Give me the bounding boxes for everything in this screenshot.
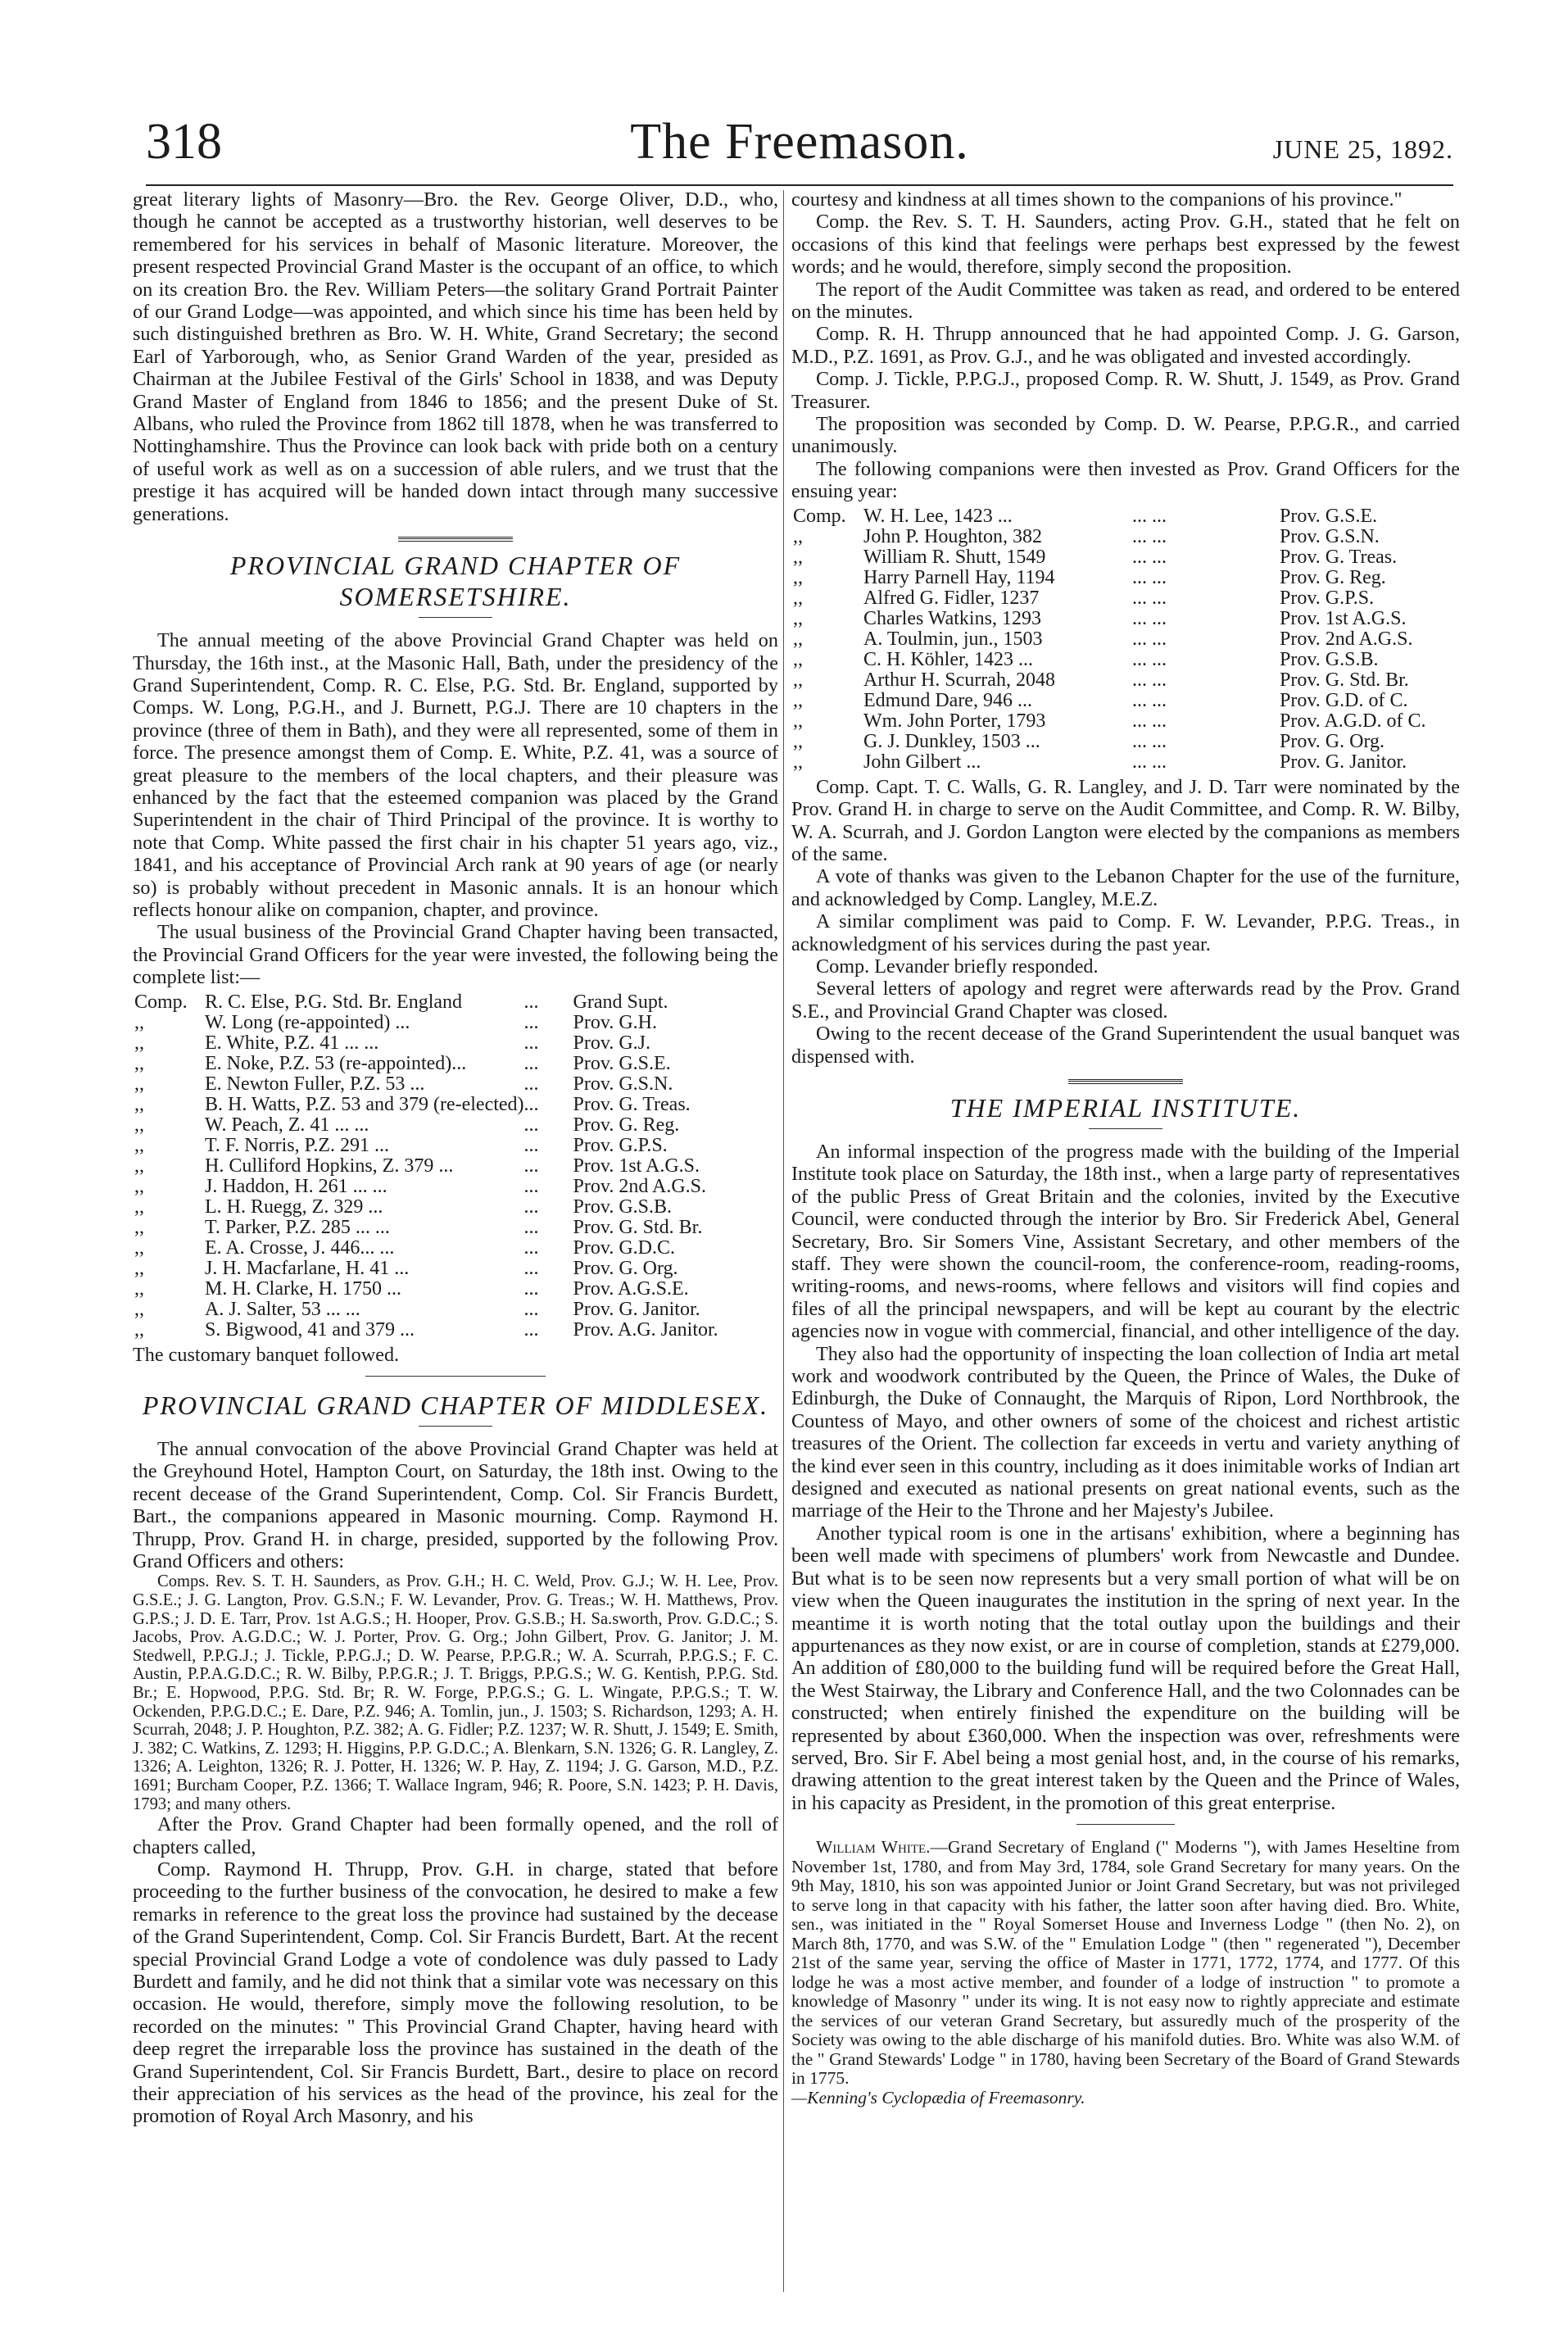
masthead xyxy=(146,116,1453,182)
officer-dots: ... ... xyxy=(1132,525,1167,547)
officer-dots: ... ... xyxy=(1132,505,1167,527)
officer-prefix: ,, xyxy=(793,669,803,691)
officer-name: Harry Parnell Hay, 1194 xyxy=(863,566,1055,588)
officer-prefix: ,, xyxy=(793,525,803,547)
officer-office: Prov. G.H. xyxy=(573,1011,657,1033)
officer-prefix: ,, xyxy=(134,1298,144,1320)
paragraph: The annual meeting of the above Provincial Grand Chapter was held on Thursday, the 16th inst., at the Masonic Hall, Bath, under the presidency of the Grand Superintendent, Comp. R. C. Else, P.G. Std. Br. England, supported by Comps. W. Long, P.G.H., and J. Burnett, P.G.J. There are 10 chapters in the province (three of them in Bath), and they were all represented, some of them in force. The presence amongst them of Comp. E. White, P.Z. 41, was a source of great pleasure to the members of the local chapters, and their pleasure was enhanced by the fact that the esteemed companion was placed by the Grand Superintendent in the chair of Third Principal of the province. It is worthy to note that Comp. White passed the first chair in his chapter 51 years ago, viz., 1841, and his acceptance of Provincial Arch rank at 90 years of age (or nearly so) is probably without precedent in Masonic annals. It is an honour which reflects honour alike on companion, chapter, and province. xyxy=(133,629,778,921)
officer-office: Prov. G.J. xyxy=(573,1032,650,1054)
officer-row xyxy=(793,506,1425,527)
officer-name: J. Haddon, H. 261 ... ... xyxy=(205,1175,387,1197)
officer-row xyxy=(793,568,1425,588)
officer-dots: ... ... xyxy=(1132,628,1167,650)
officer-name: E. Newton Fuller, P.Z. 53 ... xyxy=(205,1073,425,1095)
officer-office: Prov. G.S.E. xyxy=(573,1052,671,1074)
paragraph: After the Prov. Grand Chapter had been formally opened, and the roll of chapters called, xyxy=(133,1813,778,1858)
officers-table-somerset xyxy=(134,992,718,1341)
officer-row xyxy=(134,1259,718,1279)
paragraph: The usual business of the Provincial Grand Chapter having been transacted, the Provincial Grand Officers for the year were invested, the following being the complete list:— xyxy=(133,921,778,989)
officer-prefix: ,, xyxy=(793,751,803,773)
officer-name: L. H. Ruegg, Z. 329 ... xyxy=(205,1195,383,1218)
officer-prefix: ,, xyxy=(134,1216,144,1238)
officer-dots: ... xyxy=(523,1175,539,1197)
section-rule xyxy=(398,537,513,542)
officer-dots: ... xyxy=(523,991,539,1013)
officer-name: R. C. Else, P.G. Std. Br. England xyxy=(205,991,463,1013)
officer-row xyxy=(793,588,1425,609)
section-heading-middlesex: PROVINCIAL GRAND CHAPTER OF MIDDLESEX. xyxy=(142,1391,769,1420)
officer-row xyxy=(793,711,1425,732)
masthead-rule xyxy=(146,184,1453,186)
officer-prefix: ,, xyxy=(134,1114,144,1136)
officer-dots: ... xyxy=(523,1155,539,1177)
officer-prefix: ,, xyxy=(793,587,803,609)
officer-name: J. H. Macfarlane, H. 41 ... xyxy=(205,1257,410,1279)
footnote-william-white xyxy=(791,1838,1460,2089)
officer-name: S. Bigwood, 41 and 379 ... xyxy=(205,1318,415,1341)
paragraph: A similar compliment was paid to Comp. F. W. Levander, P.P.G. Treas., in acknowledgment of his services during the past year. xyxy=(791,910,1460,955)
section-heading-imperial-institute: THE IMPERIAL INSTITUTE. xyxy=(949,1092,1302,1123)
officer-row xyxy=(793,670,1425,691)
officer-dots: ... xyxy=(523,1257,539,1279)
officer-office: Prov. G.D. of C. xyxy=(1280,689,1408,711)
officer-dots: ... xyxy=(523,1114,539,1136)
officer-name: M. H. Clarke, H. 1750 ... xyxy=(205,1277,401,1300)
paragraph: The annual convocation of the above Provincial Grand Chapter was held at the Greyhound Hotel, Hampton Court, on Saturday, the 18th inst. Owing to the recent decease of the Grand Superintendent, Comp. Col. Sir Francis Burdett, Bart., the companions appeared in Masonic mourning. Comp. Raymond H. Thrupp, Prov. Grand H. in charge, presided, supported by the following Prov. Grand Officers and others: xyxy=(133,1438,778,1573)
officer-name: G. J. Dunkley, 1503 ... xyxy=(863,730,1040,752)
officer-row xyxy=(793,691,1425,711)
officer-dots: ... xyxy=(523,1298,539,1320)
section-heading-somersetshire: PROVINCIAL GRAND CHAPTER OF SOMERSETSHIRE. xyxy=(229,551,682,612)
officer-office: Prov. G. Janitor. xyxy=(1280,751,1407,773)
officer-row xyxy=(134,1279,718,1300)
officer-office: Prov. G. Treas. xyxy=(573,1093,691,1115)
paragraph: The report of the Audit Committee was taken as read, and ordered to be entered on the minutes. xyxy=(791,278,1460,324)
officer-office: Prov. G.S.B. xyxy=(1280,648,1379,670)
officer-name: Wm. John Porter, 1793 xyxy=(863,710,1046,732)
officer-dots: ... ... xyxy=(1132,751,1167,773)
paragraph: Comp. the Rev. S. T. H. Saunders, acting Prov. G.H., stated that he felt on occasions of this kind that feelings were perhaps best expressed by the fewest words; and he would, therefore, simply second the proposition. xyxy=(791,211,1460,279)
officer-dots: ... xyxy=(523,1093,539,1115)
officer-dots: ... xyxy=(523,1195,539,1218)
paragraph: courtesy and kindness at all times shown to the companions of his province." xyxy=(791,188,1403,211)
officer-name: E. Noke, P.Z. 53 (re-appointed)... xyxy=(205,1052,467,1074)
heading-rule xyxy=(1089,1128,1162,1129)
officer-row xyxy=(134,1300,718,1320)
officer-row xyxy=(134,1136,718,1156)
officer-office: Prov. 1st A.G.S. xyxy=(1280,607,1407,629)
officer-name: C. H. Köhler, 1423 ... xyxy=(863,648,1034,670)
officer-row xyxy=(793,732,1425,752)
paragraph: Comp. Raymond H. Thrupp, Prov. G.H. in charge, stated that before proceeding to the further business of the convocation, he desired to make a few remarks in reference to the great loss the province had sustained by the decease of the Grand Superintendent, Comp. Col. Sir Francis Burdett, Bart. At the recent special Provincial Grand Lodge a vote of condolence was duly passed to Lady Burdett and family, and he did not think that a similar vote was necessary on this occasion. He would, therefore, simply move the following resolution, to be recorded on the minutes: " This Provincial Grand Chapter, having heard with deep regret the irreparable loss the province has sustained in the death of the Grand Superintendent, Col. Sir Francis Burdett, Bart., desire to place on record their appreciation of his services as the head of the province, his zeal for the promotion of Royal Arch Masonry, and his xyxy=(133,1858,778,2128)
officer-prefix: Comp. xyxy=(134,991,188,1013)
paragraph: The customary banquet followed. xyxy=(133,1343,400,1366)
officer-row xyxy=(793,527,1425,547)
officer-prefix: ,, xyxy=(793,628,803,650)
officer-prefix: ,, xyxy=(134,1052,144,1074)
officer-dots: ... xyxy=(523,1073,539,1095)
officer-dots: ... xyxy=(523,1318,539,1341)
officer-dots: ... ... xyxy=(1132,710,1167,732)
officer-office: Prov. G. Reg. xyxy=(1280,566,1386,588)
officer-dots: ... xyxy=(523,1216,539,1238)
officer-office: Prov. G.D.C. xyxy=(573,1236,675,1259)
section-rule xyxy=(1076,1824,1175,1825)
officer-name: John Gilbert ... xyxy=(863,751,981,773)
paragraph: An informal inspection of the progress made with the building of the Imperial Institute took place on Saturday, the 18th inst., when a large party of representatives of the public Press of Great Britain and the colonies, invited by the Executive Council, were conducted through the interior by Bro. Sir Frederick Abel, General Secretary, Bro. Sir Somers Vine, Assistant Secretary, and other members of the staff. They were shown the council-room, the conference-room, reading-rooms, writing-rooms, and news-rooms, where fellows and visitors will find copies and files of all the principal newspapers, and will be kept au courant by the electric agencies now in vogue with commercial, financial, and other intelligence of the day. xyxy=(791,1140,1460,1343)
officer-prefix: ,, xyxy=(134,1175,144,1197)
officer-office: Prov. A.G.D. of C. xyxy=(1280,710,1426,732)
officer-office: Prov. 1st A.G.S. xyxy=(573,1155,700,1177)
paragraph: Comp. R. H. Thrupp announced that he had appointed Comp. J. G. Garson, M.D., P.Z. 1691, as Prov. G.J., and he was obligated and invested accordingly. xyxy=(791,323,1460,368)
officer-prefix: Comp. xyxy=(793,505,846,527)
officer-name: Alfred G. Fidler, 1237 xyxy=(863,587,1040,609)
officer-row xyxy=(134,1177,718,1197)
paragraph: They also had the opportunity of inspecting the loan collection of India art metal work and woodwork contributed by the Queen, the Prince of Wales, the Duke of Edinburgh, the Duke of Connaught, the Marquis of Ripon, Lord Northbrook, the Countess of Mayo, and other owners of some of the choicest and richest artistic treasures of the Orient. The collection far exceeds in vertu and variety anything of the kind ever seen in this country, including as it does inimitable works of Indian art designed and executed as national presents on great national events, such as the marriage of the Heir to the Throne and her Majesty's Jubilee. xyxy=(791,1342,1460,1522)
heading-rule xyxy=(419,617,492,618)
footnote-body: —Grand Secretary of England (" Moderns "), with James Heseltine from November 1st, 1780, and from May 3rd, 1784, sole Grand Secretary for many years. On the 9th May, 1810, his son was appointed Junior or Joint Grand Secretary, but was not privileged to serve long in that capacity with his father, the latter soon after having died. Bro. White, sen., was initiated in the " Royal Somerset House and Inverness Lodge " (then No. 2), on March 8th, 1770, and was S.W. of the " Emulation Lodge " (then " regenerated "), December 21st of the same year, serving the office of Master in 1771, 1772, 1774, and 1777. Of this lodge he was a most active member, and founder of a lodge of instruction " to promote a knowledge of Masonry " under its wing. It is not easy now to rightly appreciate and estimate the services of our veteran Grand Secretary, but assuredly much of the prosperity of the Society was owing to the able discharge of his manifold duties. Bro. White was also W.M. of the " Grand Stewards' Lodge " in 1780, having been Secretary of the Board of Grand Stewards in 1775. xyxy=(791,1837,1460,2089)
issue-date: JUNE 25, 1892. xyxy=(1272,134,1453,164)
section-rule xyxy=(365,1376,546,1377)
officer-dots: ... ... xyxy=(1132,546,1167,568)
officer-prefix: ,, xyxy=(793,648,803,670)
officers-table-middlesex xyxy=(793,506,1425,773)
officer-prefix: ,, xyxy=(793,607,803,629)
officer-name: A. J. Salter, 53 ... ... xyxy=(205,1298,360,1320)
officer-dots: ... ... xyxy=(1132,669,1167,691)
officer-dots: ... ... xyxy=(1132,566,1167,588)
officer-office: Prov. G.S.E. xyxy=(1280,505,1378,527)
section-rule xyxy=(1068,1079,1183,1084)
officer-row xyxy=(793,547,1425,568)
officer-name: E. White, P.Z. 41 ... ... xyxy=(205,1032,379,1054)
officer-dots: ... ... xyxy=(1132,648,1167,670)
officer-row xyxy=(134,1197,718,1218)
heading-rule xyxy=(419,1426,492,1427)
officer-row xyxy=(134,1054,718,1074)
column-divider xyxy=(783,190,784,2292)
officer-name: W. H. Lee, 1423 ... xyxy=(863,505,1013,527)
officer-dots: ... ... xyxy=(1132,587,1167,609)
officer-office: Prov. G. Janitor. xyxy=(573,1298,700,1320)
paragraph: Comp. Levander briefly responded. xyxy=(816,955,1099,978)
attendance-list: Comps. Rev. S. T. H. Saunders, as Prov. G.H.; H. C. Weld, Prov. G.J.; W. H. Lee, Prov. G.S.E.; J. G. Langton, Prov. G.S.N.; F. W. Levander, Prov. G. Treas.; W. H. Matthews, Prov. G.P.S.; J. D. E. Tarr, Prov. 1st A.G.S.; H. Hooper, Prov. G.S.B.; H. Sa.sworth, Prov. G.D.C.; S. Jacobs, Prov. A.G.D.C.; W. J. Porter, Prov. G. Org.; John Gilbert, Prov. G. Janitor; J. M. Stedwell, P.P.G.J.; J. Tickle, P.P.G.J.; D. W. Pearse, P.P.G.R.; W. A. Scurrah, P.P.G.S.; F. C. Austin, P.P.A.G.D.C.; R. W. Bilby, P.P.G.R.; J. T. Briggs, P.P.G.S.; W. G. Kentish, P.P.G. Std. Br.; E. Hopwood, P.P.G. Std. Br; R. W. Forge, P.P.G.S.; G. L. Wingate, P.P.G.S.; T. W. Ockenden, P.P.G.D.C.; E. Dare, P.Z. 946; A. Tomlin, jun., J. 1503; S. Richardson, 1293; A. H. Scurrah, 2048; J. P. Houghton, P.Z. 382; A. G. Fidler; P.Z. 1237; W. R. Shutt, J. 1549; E. Smith, J. 382; C. Watkins, Z. 1293; H. Higgins, P.P. G.D.C.; A. Blenkarn, S.N. 1326; G. R. Langley, Z. 1326; A. Leighton, 1326; R. J. Potter, H. 1326; W. P. Hay, Z. 1194; J. G. Garson, M.D., P.Z. 1691; Burcham Cooper, P.Z. 1366; T. Wallace Ingram, 946; R. Poore, S.N. 1423; P. H. Davis, 1793; and many others. xyxy=(133,1572,778,1813)
paragraph: Another typical room is one in the artisans' exhibition, where a beginning has been well made with specimens of plumbers' work from Newcastle and Dundee. But what is to be seen now represents but a very small portion of what will be on view when the Queen inaugurates the institution in the spring of next year. In the meantime it is worth noting that the total outlay upon the buildings and their appurtenances as they now exist, or are in course of completion, stands at £279,000. An addition of £80,000 to the building fund will be required before the Great Hall, the West Stairway, the Library and Conference Hall, and the two Colonnades can be constructed; when entirely finished the expenditure on the building will be represented by about £360,000. When the inspection was over, refreshments were served, Bro. Sir F. Abel being a most genial host, and, in the course of his remarks, drawing attention to the great interest taken by the Queen and the Prince of Wales, in his capacity as President, in the promotion of this great enterprise. xyxy=(791,1522,1460,1814)
officer-office: Prov. G.P.S. xyxy=(1280,587,1375,609)
officer-office: Prov. A.G.S.E. xyxy=(573,1277,689,1300)
officer-name: W. Peach, Z. 41 ... ... xyxy=(205,1114,369,1136)
officer-office: Prov. G.S.N. xyxy=(1280,525,1380,547)
officer-name: William R. Shutt, 1549 xyxy=(863,546,1046,568)
officer-row xyxy=(134,1095,718,1115)
officer-prefix: ,, xyxy=(793,710,803,732)
officer-prefix: ,, xyxy=(793,689,803,711)
newspaper-title: The Freemason. xyxy=(630,114,969,170)
officer-name: Arthur H. Scurrah, 2048 xyxy=(863,669,1055,691)
footnote-name: William White. xyxy=(816,1837,931,1858)
officer-row xyxy=(793,609,1425,629)
officer-name: Charles Watkins, 1293 xyxy=(863,607,1041,629)
officer-prefix: ,, xyxy=(793,730,803,752)
officer-row xyxy=(134,1238,718,1259)
officer-row xyxy=(134,992,718,1013)
officer-name: T. Parker, P.Z. 285 ... ... xyxy=(205,1216,390,1238)
paragraph: great literary lights of Masonry—Bro. the Rev. George Oliver, D.D., who, though he cannot be accepted as a trustworthy historian, well deserves to be remembered for his services in behalf of Masonic literature. Moreover, the present respected Provincial Grand Master is the occupant of an office, to which on its creation Bro. the Rev. William Peters—the solitary Grand Portrait Painter of our Grand Lodge—was appointed, and which since his time has been held by such distinguished brethren as Bro. W. H. White, Grand Secretary; the second Earl of Yarborough, who, as Senior Grand Warden of the year, presided as Chairman at the Jubilee Festival of the Girls' School in 1838, and was Deputy Grand Master of England from 1846 to 1856; and the present Duke of St. Albans, who ruled the Province from 1862 till 1878, when he was transferred to Nottinghamshire. Thus the Province can look back with pride both on a century of useful work as well as on a succession of able rulers, and we trust that the prestige it has acquired will be handed down intact through many successive generations. xyxy=(133,188,778,525)
officer-name: T. F. Norris, P.Z. 291 ... xyxy=(205,1134,389,1156)
officer-office: Prov. G.S.N. xyxy=(573,1073,673,1095)
officer-office: Grand Supt. xyxy=(573,991,668,1013)
officer-dots: ... xyxy=(523,1032,539,1054)
footnote-source: —Kenning's Cyclopædia of Freemasonry. xyxy=(791,2087,1085,2107)
officer-dots: ... xyxy=(523,1277,539,1300)
officer-row xyxy=(134,1074,718,1095)
officer-prefix: ,, xyxy=(134,1073,144,1095)
officer-name: B. H. Watts, P.Z. 53 and 379 (re-elected) xyxy=(205,1093,524,1115)
officer-office: Prov. G.P.S. xyxy=(573,1134,668,1156)
officer-prefix: ,, xyxy=(134,1318,144,1341)
officer-office: Prov. G.S.B. xyxy=(573,1195,672,1218)
paragraph: A vote of thanks was given to the Lebanon Chapter for the use of the furniture, and acknowledged by Comp. Langley, M.E.Z. xyxy=(791,865,1460,910)
paragraph: Comp. Capt. T. C. Walls, G. R. Langley, and J. D. Tarr were nominated by the Prov. Grand H. in charge to serve on the Audit Committee, and Comp. R. W. Bilby, W. A. Scurrah, and J. Gordon Langton were elected by the companions as members of the same. xyxy=(791,775,1460,865)
officer-prefix: ,, xyxy=(134,1155,144,1177)
officer-row xyxy=(134,1218,718,1238)
officer-prefix: ,, xyxy=(134,1032,144,1054)
officer-prefix: ,, xyxy=(134,1134,144,1156)
officer-prefix: ,, xyxy=(793,546,803,568)
officer-row xyxy=(134,1013,718,1033)
officer-row xyxy=(134,1156,718,1177)
officer-prefix: ,, xyxy=(134,1011,144,1033)
officer-dots: ... xyxy=(523,1236,539,1259)
officer-row xyxy=(793,650,1425,670)
officer-office: Prov. A.G. Janitor. xyxy=(573,1318,718,1341)
officer-prefix: ,, xyxy=(793,566,803,588)
officer-prefix: ,, xyxy=(134,1093,144,1115)
officer-name: Edmund Dare, 946 ... xyxy=(863,689,1032,711)
officer-name: A. Toulmin, jun., 1503 xyxy=(863,628,1043,650)
paragraph: The following companions were then invested as Prov. Grand Officers for the ensuing year: xyxy=(791,457,1460,503)
officer-name: E. A. Crosse, J. 446... ... xyxy=(205,1236,395,1259)
paragraph: The proposition was seconded by Comp. D. W. Pearse, P.P.G.R., and carried unanimously. xyxy=(791,413,1460,458)
officer-row xyxy=(134,1115,718,1136)
officer-row xyxy=(134,1033,718,1054)
officer-name: H. Culliford Hopkins, Z. 379 ... xyxy=(205,1155,454,1177)
officer-name: W. Long (re-appointed) ... xyxy=(205,1011,410,1033)
left-column xyxy=(133,188,778,2128)
page-number: 318 xyxy=(146,114,222,170)
officer-office: Prov. G. Std. Br. xyxy=(1280,669,1409,691)
officer-row xyxy=(793,629,1425,650)
officer-dots: ... xyxy=(523,1134,539,1156)
officer-office: Prov. 2nd A.G.S. xyxy=(1280,628,1413,650)
officer-office: Prov. G. Std. Br. xyxy=(573,1216,703,1238)
paragraph: Several letters of apology and regret were afterwards read by the Prov. Grand S.E., and Provincial Grand Chapter was closed. xyxy=(791,978,1460,1023)
officer-dots: ... ... xyxy=(1132,730,1167,752)
officer-prefix: ,, xyxy=(134,1257,144,1279)
officer-dots: ... ... xyxy=(1132,607,1167,629)
officer-office: Prov. G. Reg. xyxy=(573,1114,680,1136)
officer-office: Prov. 2nd A.G.S. xyxy=(573,1175,706,1197)
officer-office: Prov. G. Treas. xyxy=(1280,546,1398,568)
officer-prefix: ,, xyxy=(134,1195,144,1218)
officer-prefix: ,, xyxy=(134,1277,144,1300)
paragraph: Owing to the recent decease of the Grand Superintendent the usual banquet was dispensed with. xyxy=(791,1023,1460,1068)
officer-row xyxy=(793,752,1425,773)
officer-dots: ... xyxy=(523,1011,539,1033)
officer-office: Prov. G. Org. xyxy=(1280,730,1385,752)
officer-row xyxy=(134,1320,718,1341)
right-column xyxy=(791,188,1460,2107)
officer-dots: ... xyxy=(523,1052,539,1074)
paragraph: Comp. J. Tickle, P.P.G.J., proposed Comp. R. W. Shutt, J. 1549, as Prov. Grand Treasurer. xyxy=(791,368,1460,413)
officer-prefix: ,, xyxy=(134,1236,144,1259)
officer-dots: ... ... xyxy=(1132,689,1167,711)
officer-name: John P. Houghton, 382 xyxy=(863,525,1043,547)
officer-office: Prov. G. Org. xyxy=(573,1257,678,1279)
